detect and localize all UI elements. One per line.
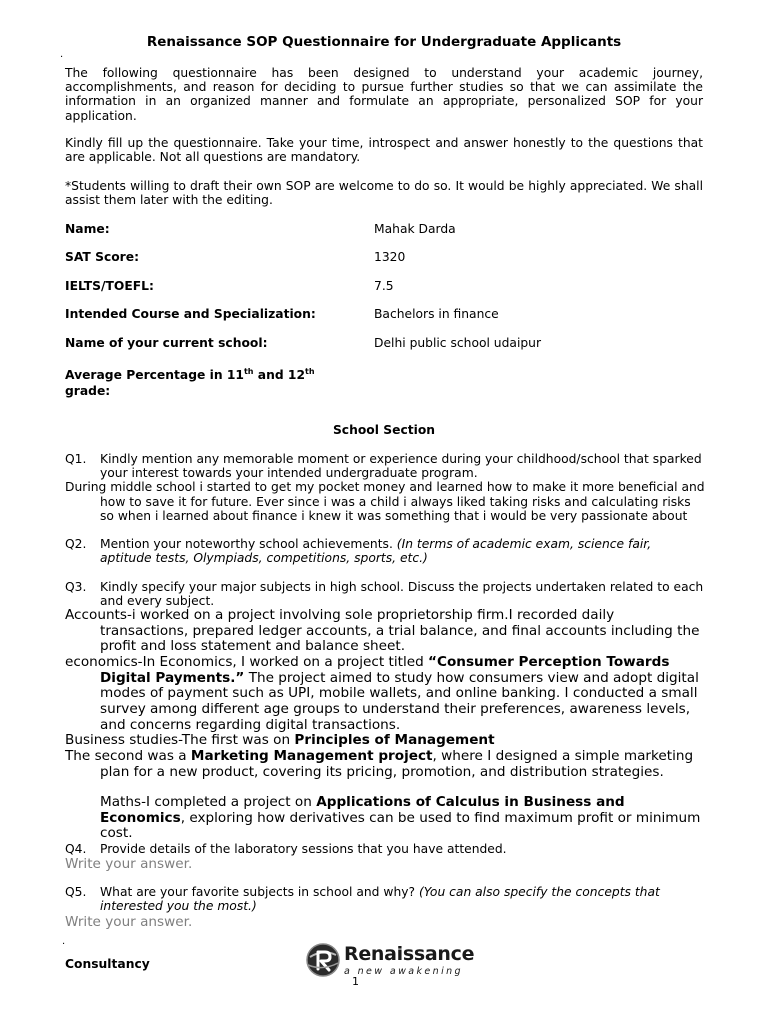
- field-value-sat[interactable]: 1320: [374, 250, 406, 264]
- question-3: [65, 580, 705, 608]
- stray-dot-top: .: [60, 49, 64, 60]
- question-5: [65, 885, 705, 913]
- intro-paragraph-3: *Students willing to draft their own SOP are welcome to do so. It would be highly appreciated. We shall assist them later with the editing.: [65, 179, 703, 208]
- logo-wordmark: Renaissance: [344, 943, 475, 965]
- answer-1[interactable]: During middle school i started to get my pocket money and learned how to make it more beneficial and how to save it for future. Ever since i was a child i always liked taking risks and calculating risks so when i learned about finance i knew it was something that i would be very passionate about: [65, 480, 705, 523]
- question-1-text: Kindly mention any memorable moment or experience during your childhood/school that sparked your interest towards your intended undergraduate program.: [100, 452, 702, 481]
- question-2-number: Q2.: [65, 537, 87, 551]
- question-4-text: Provide details of the laboratory sessions that you have attended.: [100, 842, 507, 856]
- answer-4-placeholder[interactable]: Write your answer.: [65, 856, 193, 872]
- question-4: [65, 842, 705, 856]
- answer-3-economics[interactable]: economics-In Economics, I worked on a project titled “Consumer Perception Towards Digital Payments.” The project aimed to study how consumers view and adopt digital modes of payment such as UPI, mobile wallets, and online banking. I conducted a small survey among different age groups to understand their preferences, awareness levels, and concerns regarding digital transactions.: [65, 654, 699, 733]
- question-3-text: Kindly specify your major subjects in high school. Discuss the projects undertaken related to each and every subject.: [100, 580, 704, 609]
- question-2: [65, 537, 705, 565]
- page-title: Renaissance SOP Questionnaire for Undergraduate Applicants: [146, 34, 622, 50]
- answer-3-accounts[interactable]: Accounts-i worked on a project involving sole proprietorship firm.I recorded daily transactions, prepared ledger accounts, a trial balance, and final accounts including the profit and loss statement and balance sheet.: [65, 607, 700, 655]
- question-5-hint: (You can also specify the concepts that interested you the most.): [100, 885, 660, 914]
- renaissance-emblem-icon: [304, 941, 342, 979]
- intro-paragraph-2: Kindly fill up the questionnaire. Take your time, introspect and answer honestly to the questions that are applicable. Not all questions are mandatory.: [65, 136, 703, 165]
- field-label-school: Name of your current school:: [65, 336, 268, 350]
- field-value-name[interactable]: Mahak Darda: [374, 222, 456, 236]
- page-number: 1: [352, 975, 359, 988]
- answer-5-placeholder[interactable]: Write your answer.: [65, 914, 193, 930]
- intro-paragraph-1: The following questionnaire has been designed to understand your academic journey, accomplishments, and reason for deciding to pursue further studies so that we can assimilate the information in an organized manner and formulate an appropriate, personalized SOP for your application.: [65, 66, 703, 123]
- logo-tagline: a new awakening: [344, 966, 463, 977]
- field-label-name: Name:: [65, 222, 110, 236]
- renaissance-logo: [304, 941, 475, 981]
- field-label-course: Intended Course and Specialization:: [65, 307, 316, 321]
- answer-3-maths[interactable]: Maths-I completed a project on Applications of Calculus in Business and Economics, exploring how derivatives can be used to find maximum profit or minimum cost.: [100, 794, 701, 842]
- question-1: [65, 452, 705, 480]
- question-5-number: Q5.: [65, 885, 87, 899]
- answer-3-business[interactable]: Business studies-The first was on Principles of Management: [65, 732, 495, 748]
- question-5-text: What are your favorite subjects in school and why?: [100, 885, 416, 899]
- question-3-number: Q3.: [65, 580, 87, 594]
- answer-3-marketing[interactable]: The second was a Marketing Management project, where I designed a simple marketing plan for a new product, covering its pricing, promotion, and distribution strategies.: [65, 748, 694, 780]
- question-2-hint: (In terms of academic exam, science fair, aptitude tests, Olympiads, competitions, sports, etc.): [100, 537, 652, 566]
- question-1-number: Q1.: [65, 452, 87, 466]
- field-label-percentage: Average Percentage in 11th and 12th grade:: [65, 367, 315, 399]
- field-label-ielts: IELTS/TOEFL:: [65, 279, 154, 293]
- section-title-school: School Section: [332, 423, 436, 437]
- field-value-course[interactable]: Bachelors in finance: [374, 307, 499, 321]
- field-value-ielts[interactable]: 7.5: [374, 279, 394, 293]
- question-2-text: Mention your noteworthy school achievements.: [100, 537, 393, 551]
- footer-consultancy-label: Consultancy: [65, 957, 150, 971]
- stray-dot-bottom: .: [62, 936, 66, 947]
- field-value-school[interactable]: Delhi public school udaipur: [374, 336, 542, 350]
- field-label-sat: SAT Score:: [65, 250, 140, 264]
- question-4-number: Q4.: [65, 842, 87, 856]
